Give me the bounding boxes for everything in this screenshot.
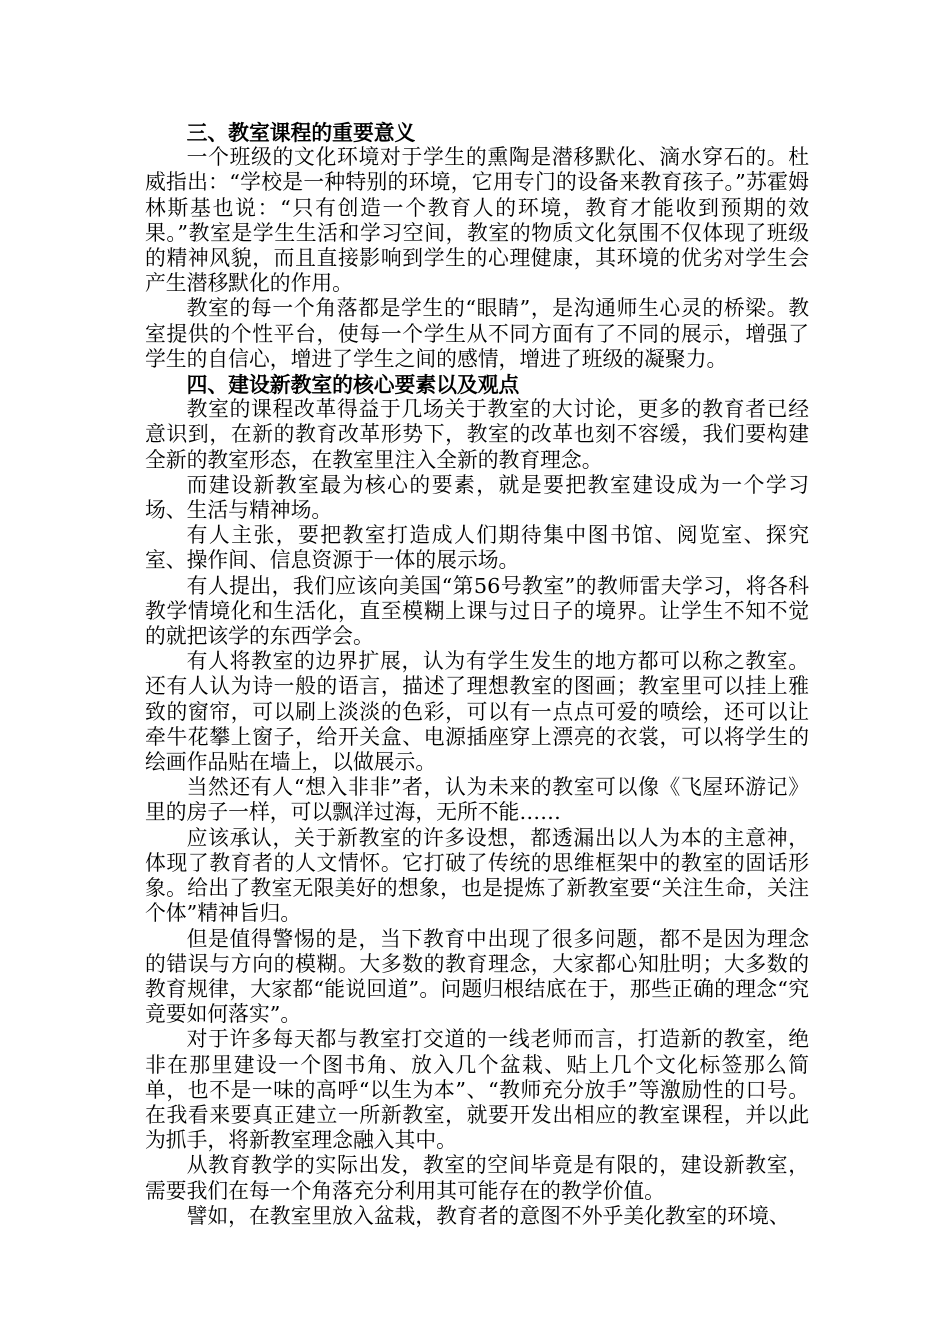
section-heading-3: 三、教室课程的重要意义 [186,120,416,145]
paragraph-9: 应该承认，关于新教室的许多设想，都透漏出以人为本的主意神，体现了教育者的人文情怀。它打破了传统的思维框架中的教室的固话形象。给出了教室无限美好的想象，也是提炼了新教室要“关注生命，关注个体”精神旨归。 [145,825,809,926]
paragraph-6: 有人提出，我们应该向美国“第56号教室”的教师雷夫学习，将各科教学情境化和生活化，直至模糊上课与过日子的境界。让学生不知不觉的就把该学的东西学会。 [145,573,809,649]
document-body [145,120,809,1229]
paragraph-1: 一个班级的文化环境对于学生的熏陶是潜移默化、滴水穿石的。杜威指出：“学校是一种特别的环境，它用专门的设备来教育孩子。”苏霍姆林斯基也说：“只有创造一个教育人的环境，教育才能收到预期的效果。”教室是学生生活和学习空间，教室的物质文化氛围不仅体现了班级的精神风貌，而且直接影响到学生的心理健康，其环境的优劣对学生会产生潜移默化的作用。 [145,145,809,296]
paragraph-11: 对于许多每天都与教室打交道的一线老师而言，打造新的教室，绝非在那里建设一个图书角、放入几个盆栽、贴上几个文化标签那么简单，也不是一味的高呼“以生为本”、“教师充分放手”等激励性的口号。在我看来要真正建立一所新教室，就要开发出相应的教室课程，并以此为抓手，将新教室理念融入其中。 [145,1027,809,1153]
paragraph-7: 有人将教室的边界扩展，认为有学生发生的地方都可以称之教室。还有人认为诗一般的语言，描述了理想教室的图画；教室里可以挂上雅致的窗帘，可以刷上淡淡的色彩，可以有一点点可爱的喷绘，还可以让牵牛花攀上窗子，给开关盒、电源插座穿上漂亮的衣裳，可以将学生的绘画作品贴在墙上，以做展示。 [145,649,809,775]
paragraph-2: 教室的每一个角落都是学生的“眼睛”，是沟通师生心灵的桥梁。教室提供的个性平台，使每一个学生从不同方面有了不同的展示，增强了学生的自信心，增进了学生之间的感情，增进了班级的凝聚力。 [145,296,809,371]
paragraph-3: 教室的课程改革得益于几场关于教室的大讨论，更多的教育者已经意识到，在新的教育改革形势下，教室的改革也刻不容缓，我们要构建全新的教室形态，在教室里注入全新的教育理念。 [145,397,809,472]
paragraph-13: 譬如，在教室里放入盆栽，教育者的意图不外乎美化教室的环境、 [186,1203,790,1228]
section-heading-4: 四、建设新教室的核心要素以及观点 [186,372,520,398]
paragraph-5: 有人主张，要把教室打造成人们期待集中图书馆、阅览室、探究室、操作间、信息资源于一体的展示场。 [145,523,809,573]
paragraph-10: 但是值得警惕的是，当下教育中出现了很多问题，都不是因为理念的错误与方向的模糊。大多数的教育理念，大家都心知肚明；大多数的教育规律，大家都“能说回道”。问题归根结底在于，那些正确的理念“究竟要如何落实”。 [145,926,809,1027]
paragraph-12: 从教育教学的实际出发，教室的空间毕竟是有限的，建设新教室，需要我们在每一个角落充分利用其可能存在的教学价值。 [145,1153,809,1203]
paragraph-8: 当然还有人“想入非非”者，认为未来的教室可以像《飞屋环游记》里的房子一样，可以飘洋过海，无所不能…… [145,775,809,825]
paragraph-4: 而建设新教室最为核心的要素，就是要把教室建设成为一个学习场、生活与精神场。 [145,472,809,523]
